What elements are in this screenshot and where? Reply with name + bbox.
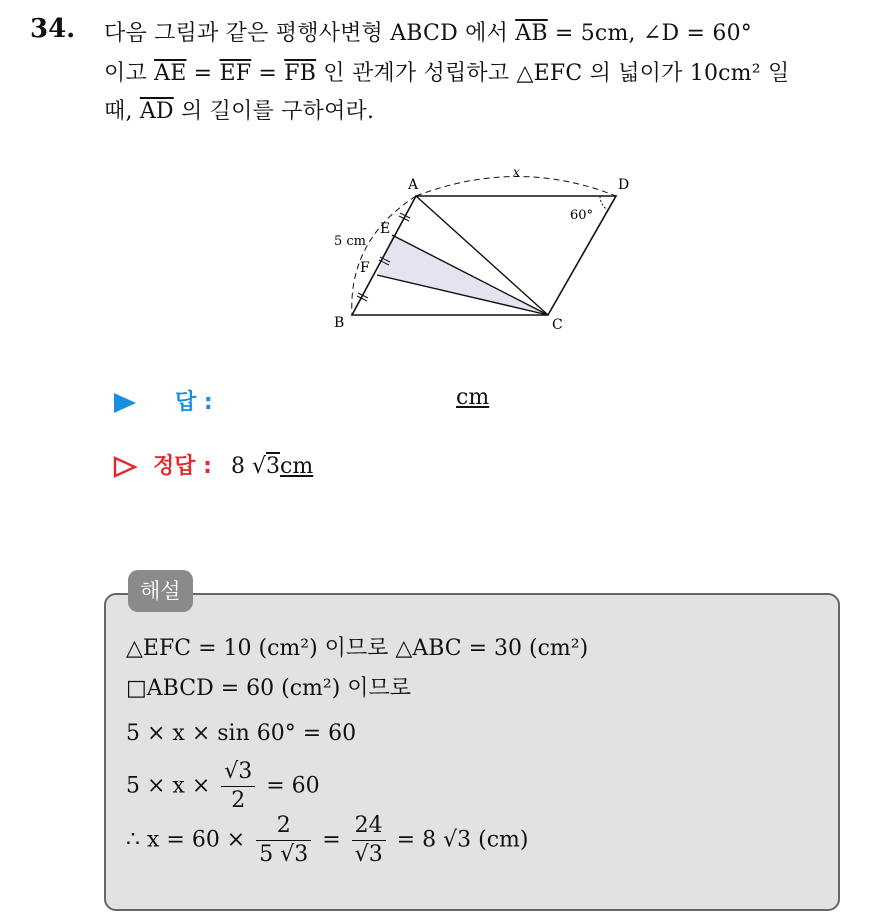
triangle-efc-shade — [377, 235, 548, 315]
question-text: 다음 그림과 같은 평행사변형 ABCD 에서 — [104, 21, 516, 46]
question-text: 이고 — [104, 61, 155, 86]
segment-fb: $\overline{FB}$ — [284, 61, 317, 86]
angle-arc-d — [600, 196, 608, 210]
solution-line-5: ∴ x = 60 × $\frac{2}{5 √3}$ = $\frac{24}{√3}$ = 8 √3 (cm) — [126, 813, 529, 867]
label-e: E — [380, 221, 391, 237]
segment-ad: $\overline{AD}$ — [139, 99, 174, 124]
fraction: $\frac{2}{5 √3}$ — [256, 812, 311, 869]
solution-line-2: □ABCD = 60 (cm²) 이므로 — [126, 676, 412, 701]
label-60deg: 60° — [570, 208, 594, 223]
segment-ef: $\overline{EF}$ — [219, 61, 252, 86]
question-text: 인 관계가 성립하고 △EFC 의 넓이가 10cm² 일 — [316, 61, 790, 86]
answer-blank[interactable] — [456, 385, 489, 410]
solution-tag: 해설 — [128, 570, 193, 612]
key-coef: 8 — [230, 454, 245, 479]
question-text: = — [251, 61, 285, 86]
segment-ab: $\overline{AB}$ — [515, 21, 548, 46]
key-unit: cm — [280, 454, 314, 479]
play-arrow-icon — [112, 391, 138, 415]
parallelogram-figure — [320, 165, 650, 340]
question-number: 34. — [30, 14, 76, 44]
solution-line-4: 5 × x × $\frac{√3}{2}$ = 60 — [126, 759, 320, 813]
answer-row — [112, 385, 213, 416]
key-sqrt: √3 — [251, 454, 280, 479]
key-answer-row — [112, 449, 313, 480]
label-f: F — [360, 260, 370, 276]
solution-line-1: △EFC = 10 (cm²) 이므로 △ABC = 30 (cm²) — [126, 636, 589, 661]
segment-ae: $\overline{AE}$ — [154, 61, 187, 86]
label-c: C — [552, 317, 563, 333]
label-5cm: 5 cm — [334, 234, 367, 249]
label-a: A — [408, 177, 419, 193]
question-line-3 — [104, 94, 374, 125]
question-line-1 — [104, 16, 752, 47]
outline-arrow-icon — [112, 455, 138, 479]
answer-label: 답 : — [175, 390, 213, 415]
fraction: $\frac{24}{√3}$ — [352, 812, 386, 869]
question-text: 의 길이를 구하여라. — [173, 99, 375, 124]
key-answer-value — [231, 454, 313, 479]
label-x: x — [513, 165, 520, 179]
key-answer-label: 정답 : — [153, 454, 212, 479]
arc-x — [416, 177, 616, 197]
label-b: B — [334, 315, 345, 331]
question-text: = 5cm, ∠D = 60° — [547, 21, 752, 46]
answer-unit: cm — [456, 385, 490, 410]
label-d: D — [618, 177, 630, 193]
question-line-2 — [104, 56, 789, 87]
question-text: 때, — [104, 99, 140, 124]
solution-line-3: 5 × x × sin 60° = 60 — [126, 721, 357, 746]
question-text: = — [186, 61, 220, 86]
fraction: $\frac{√3}{2}$ — [221, 758, 255, 815]
